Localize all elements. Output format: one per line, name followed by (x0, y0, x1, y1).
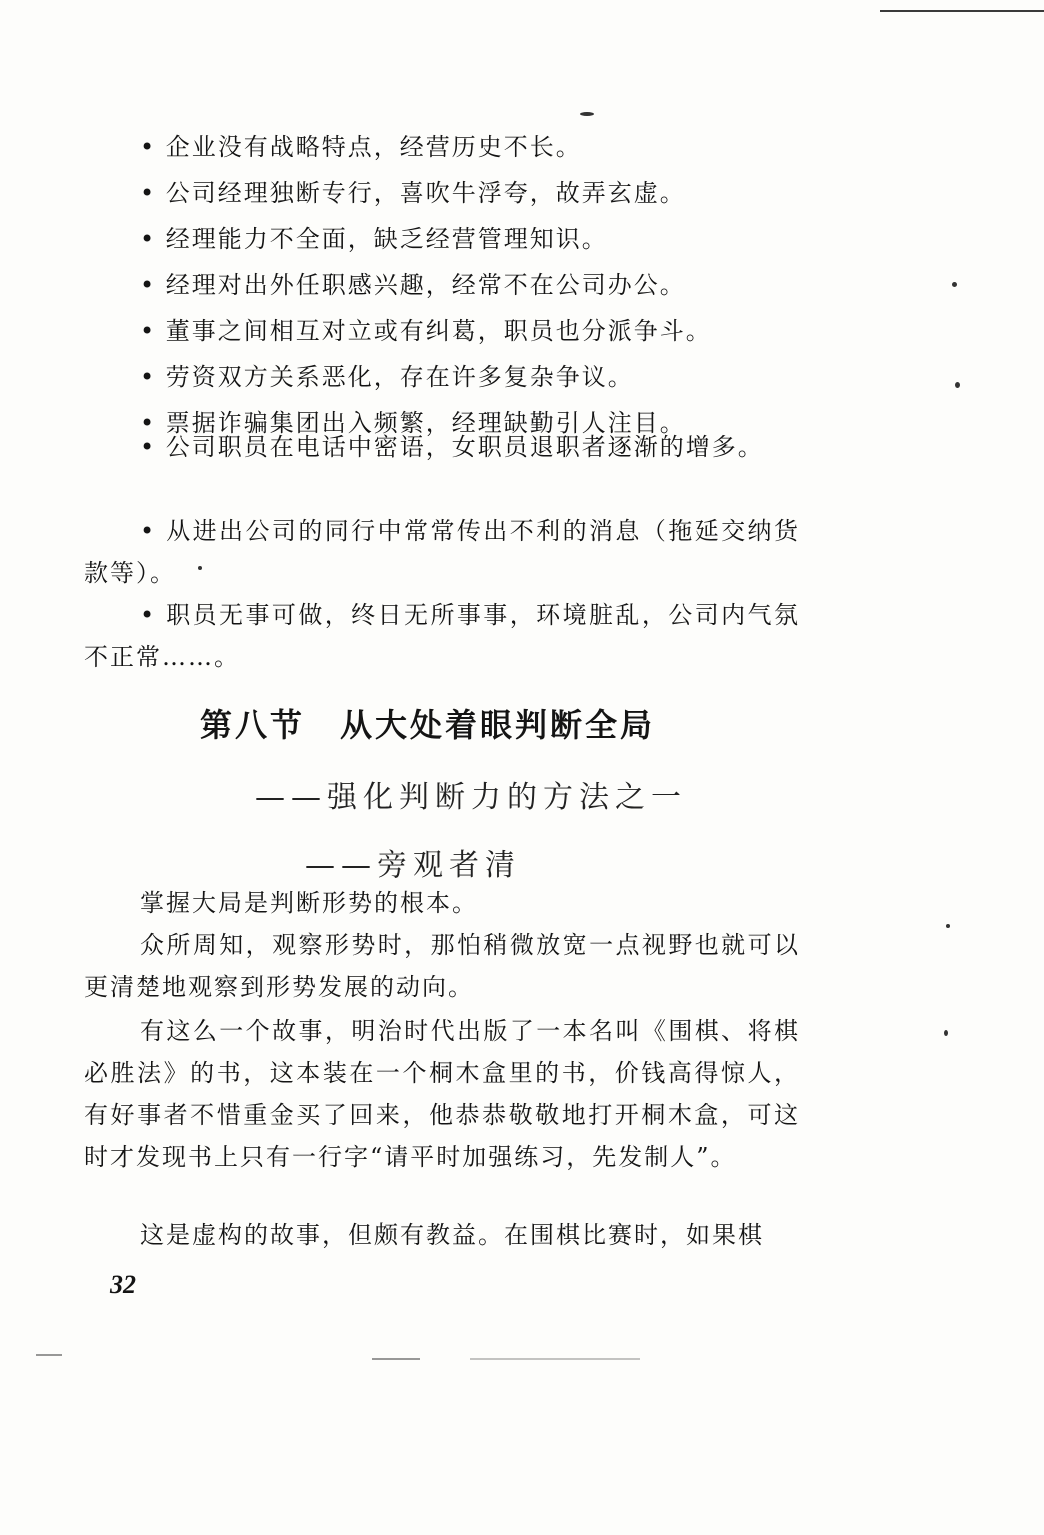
bullet-item: • 经理对出外任职感兴趣，经常不在公司办公。 (140, 271, 686, 299)
bullet-item-wrapped: • 公司职员在电话中密语，女职员退职者逐渐的增多。 (140, 433, 764, 461)
scan-artifact-line (372, 1358, 420, 1360)
scan-speck (955, 382, 960, 388)
body-paragraph: 众所周知，观察形势时，那怕稍微放宽一点视野也就可以更清楚地观察到形势发展的动向。 (84, 931, 800, 1001)
section-subtitle-secondary: ——旁观者清 (305, 848, 521, 883)
bullet-item: • 票据诈骗集团出入频繁，经理缺勤引人注目。 (140, 409, 686, 437)
body-paragraph: 有这么一个故事，明治时代出版了一本名叫《围棋、将棋必胜法》的书，这本装在一个桐木盒里的书，价钱高得惊人，有好事者不惜重金买了回来，他恭恭敬敬地打开桐木盒，可这时才发现书上只有一行字“请平时加强练习，先发制人”。 (84, 1017, 800, 1171)
section-title: 第八节 从大处着眼判断全局 (200, 706, 656, 744)
scan-speck (580, 112, 594, 116)
scan-artifact-line (36, 1354, 62, 1356)
bullet-item: • 公司经理独断专行，喜吹牛浮夸，故弄玄虚。 (140, 179, 686, 207)
bullet-item-wrapped: • 从进出公司的同行中常常传出不利的消息（拖延交纳货款等）。 (84, 517, 800, 587)
scan-edge-line (880, 10, 1044, 12)
page-number: 32 (110, 1270, 136, 1299)
bullet-item: • 经理能力不全面，缺乏经营管理知识。 (140, 225, 608, 253)
bullet-item: • 董事之间相互对立或有纠葛，职员也分派争斗。 (140, 317, 712, 345)
scan-speck (952, 282, 957, 287)
body-paragraph: 掌握大局是判断形势的根本。 (140, 889, 478, 917)
scan-speck (944, 1030, 948, 1036)
bullet-item: • 劳资双方关系恶化，存在许多复杂争议。 (140, 363, 634, 391)
scan-speck (198, 566, 202, 570)
bullet-item: • 企业没有战略特点，经营历史不长。 (140, 133, 582, 161)
body-paragraph: 这是虚构的故事，但颇有教益。在围棋比赛时，如果棋 (140, 1221, 764, 1249)
scan-speck (946, 924, 950, 928)
section-subtitle: ——强化判断力的方法之一 (255, 780, 687, 815)
scan-artifact-line (470, 1358, 640, 1360)
bullet-item-wrapped: • 职员无事可做，终日无所事事，环境脏乱，公司内气氛不正常……。 (84, 601, 800, 671)
